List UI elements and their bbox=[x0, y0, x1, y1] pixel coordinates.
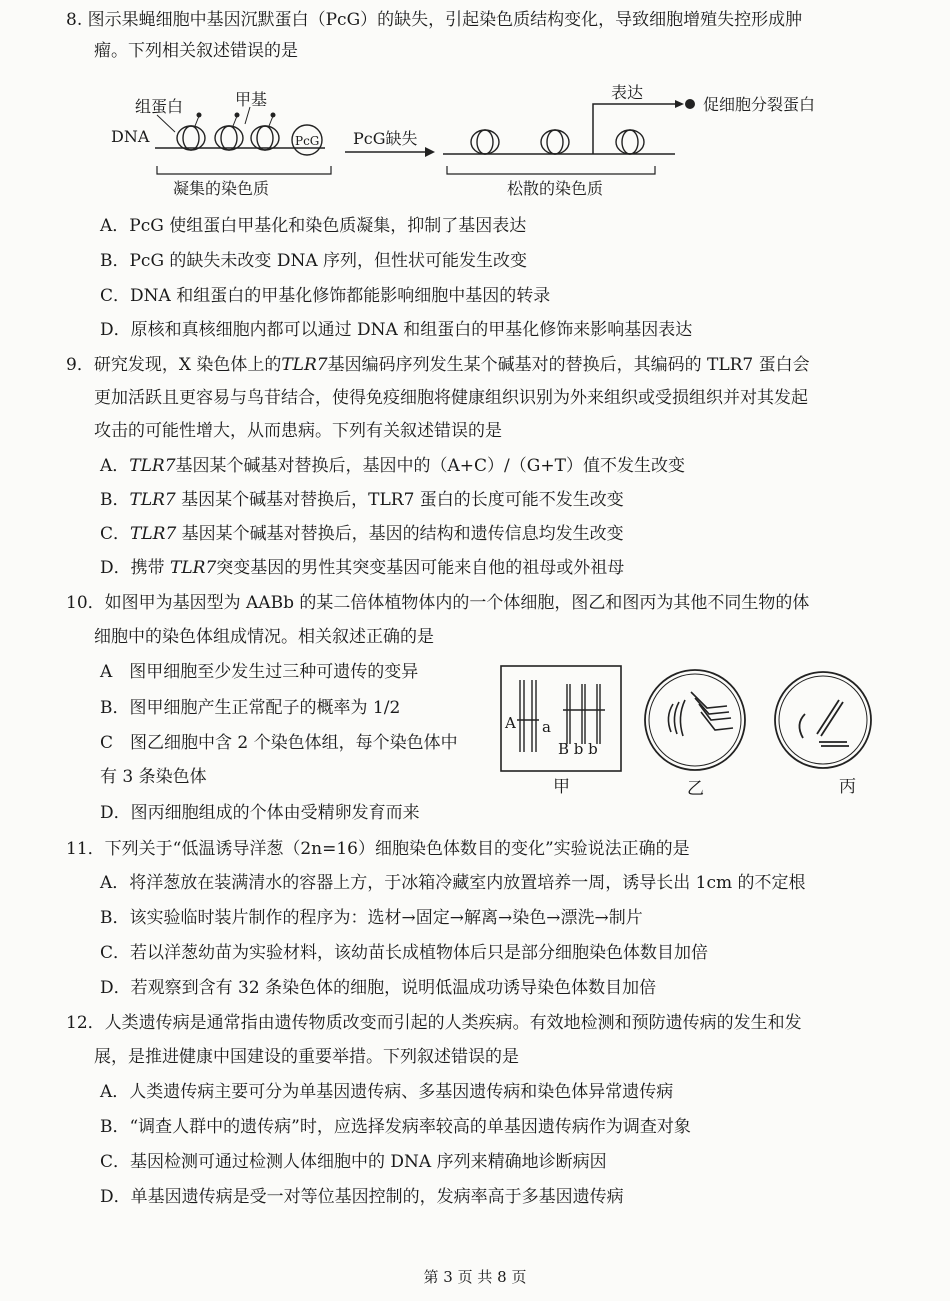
q10-chromosome-figures bbox=[495, 662, 875, 802]
q12-option-c: C．基因检测可通过检测人体细胞中的 DNA 序列来精确地诊断病因 bbox=[100, 1152, 607, 1172]
figure-jia-caption: 甲 bbox=[553, 777, 570, 797]
cell-yi-chromosomes bbox=[668, 692, 733, 736]
q11-option-c: C．若以洋葱幼苗为实验材料，该幼苗长成植物体后只是部分细胞染色体数目加倍 bbox=[100, 943, 709, 963]
q12-stem-line-2: 展，是推进健康中国建设的重要举措。下列叙述错误的是 bbox=[94, 1047, 519, 1067]
q12-option-b: B．“调查人群中的遗传病”时，应选择发病率较高的单基因遗传病作为调查对象 bbox=[100, 1117, 691, 1137]
loose-chromatin-label: 松散的染色质 bbox=[507, 179, 604, 198]
cell-bing-outline bbox=[775, 672, 871, 768]
condensed-bracket bbox=[157, 166, 331, 174]
dna-label: DNA bbox=[111, 127, 150, 146]
q10-stem-line-1: 10．如图甲为基因型为 AABb 的某二倍体植物体内的一个体细胞，图乙和图丙为其他不同生物的体 bbox=[66, 593, 810, 613]
nucleosome bbox=[177, 126, 205, 150]
nucleosome bbox=[471, 130, 499, 154]
q9-option-d: D．携带 TLR7突变基因的男性其突变基因可能来自他的祖母或外祖母 bbox=[100, 558, 625, 578]
expression-arrow bbox=[593, 104, 675, 154]
figure-yi-caption: 乙 bbox=[687, 779, 704, 799]
methyl-pointer bbox=[245, 107, 250, 124]
methyl-label: 甲基 bbox=[235, 90, 268, 109]
cell-yi-outline bbox=[645, 670, 745, 770]
q8-chromatin-diagram bbox=[95, 82, 875, 204]
q10-option-b: B．图甲细胞产生正常配子的概率为 1/2 bbox=[100, 698, 401, 718]
nucleosome bbox=[251, 126, 279, 150]
q8-option-d: D．原核和真核细胞内都可以通过 DNA 和组蛋白的甲基化修饰来影响基因表达 bbox=[100, 320, 693, 340]
q8-stem-line-1: 8. 图示果蝇细胞中基因沉默蛋白（PcG）的缺失，引起染色质结构变化，导致细胞增殖失控形成肿 bbox=[66, 10, 803, 30]
q11-option-a: A．将洋葱放在装满清水的容器上方，于冰箱冷藏室内放置培养一周，诱导长出 1cm 的不定根 bbox=[100, 873, 806, 893]
nucleosome bbox=[215, 126, 243, 150]
nucleosome-loose-group bbox=[471, 130, 644, 154]
cell-bing-chromosomes bbox=[799, 700, 849, 746]
q9-stem-part-a: 9．研究发现，X 染色体上的 bbox=[66, 355, 282, 375]
nucleosome bbox=[541, 130, 569, 154]
protein-dot bbox=[685, 99, 695, 109]
pcg-loss-label: PcG缺失 bbox=[353, 129, 418, 148]
q12-option-a: A．人类遗传病主要可分为单基因遗传病、多基因遗传病和染色体异常遗传病 bbox=[100, 1082, 674, 1102]
q9-gene-name: TLR7 bbox=[281, 355, 328, 375]
q9-stem-part-b: 基因编码序列发生某个碱基对的替换后，其编码的 TLR7 蛋白会 bbox=[327, 355, 810, 375]
q9-stem-line-3: 攻击的可能性增大，从而患病。下列有关叙述错误的是 bbox=[94, 421, 502, 441]
histone-pointer bbox=[157, 115, 175, 132]
q10-option-d: D．图丙细胞组成的个体由受精卵发育而来 bbox=[100, 803, 420, 823]
histone-label: 组蛋白 bbox=[135, 97, 184, 116]
allele-A-label: A bbox=[505, 714, 516, 732]
q8-option-a: A．PcG 使组蛋白甲基化和染色质凝集，抑制了基因表达 bbox=[100, 216, 527, 236]
allele-a-label: a bbox=[542, 718, 551, 736]
q8-stem-line-2: 瘤。下列相关叙述错误的是 bbox=[94, 41, 298, 61]
q10-option-c-cont: 有 3 条染色体 bbox=[100, 767, 207, 787]
loose-bracket bbox=[447, 166, 655, 174]
q10-option-c: C 图乙细胞中含 2 个染色体组，每个染色体中 bbox=[100, 733, 458, 753]
q9-stem-line-2: 更加活跃且更容易与鸟苷结合，使得免疫细胞将健康组织识别为外来组织或受损组织并对其发起 bbox=[94, 388, 808, 408]
q11-stem: 11．下列关于“低温诱导洋葱（2n=16）细胞染色体数目的变化”实验说法正确的是 bbox=[66, 839, 690, 859]
expression-label: 表达 bbox=[611, 83, 644, 102]
q8-option-c: C．DNA 和组蛋白的甲基化修饰都能影响细胞中基因的转录 bbox=[100, 286, 551, 306]
q12-option-d: D．单基因遗传病是受一对等位基因控制的，发病率高于多基因遗传病 bbox=[100, 1187, 624, 1207]
q9-option-c: C．TLR7 基因某个碱基对替换后，基因的结构和遗传信息均发生改变 bbox=[100, 524, 624, 544]
pcg-label: PcG bbox=[295, 134, 320, 148]
q10-option-a: A 图甲细胞至少发生过三种可遗传的变异 bbox=[100, 662, 419, 682]
nucleosome bbox=[616, 130, 644, 154]
q9-option-a: A．TLR7基因某个碱基对替换后，基因中的（A+C）/（G+T）值不发生改变 bbox=[100, 456, 685, 476]
methyl-groups bbox=[195, 113, 276, 127]
figure-bing-caption: 丙 bbox=[839, 777, 856, 797]
q12-stem-line-1: 12．人类遗传病是通常指由遗传物质改变而引起的人类疾病。有效地检测和预防遗传病的发生和发 bbox=[66, 1013, 802, 1033]
q9-stem-line-1 bbox=[66, 354, 810, 376]
q9-option-b: B．TLR7 基因某个碱基对替换后，TLR7 蛋白的长度可能不发生改变 bbox=[100, 490, 624, 510]
q11-option-b: B．该实验临时装片制作的程序为：选材→固定→解离→染色→漂洗→制片 bbox=[100, 908, 643, 928]
mitosis-protein-label: 促细胞分裂蛋白 bbox=[703, 95, 816, 114]
page-footer: 第 3 页 共 8 页 bbox=[423, 1268, 527, 1286]
allele-Bbb-label: B b b bbox=[558, 740, 598, 758]
q11-option-d: D．若观察到含有 32 条染色体的细胞，说明低温成功诱导染色体数目加倍 bbox=[100, 978, 657, 998]
q8-option-b: B．PcG 的缺失未改变 DNA 序列，但性状可能发生改变 bbox=[100, 251, 528, 271]
q10-stem-line-2: 细胞中的染色体组成情况。相关叙述正确的是 bbox=[94, 627, 434, 647]
condensed-chromatin-label: 凝集的染色质 bbox=[173, 179, 270, 198]
